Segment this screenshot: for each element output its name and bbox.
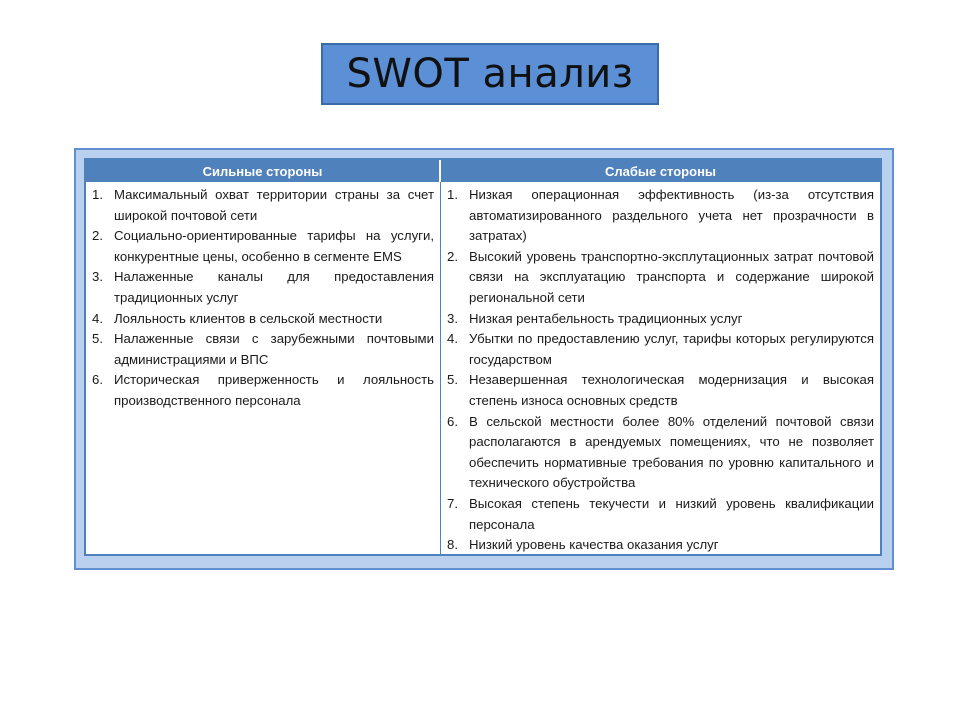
swot-table [84, 158, 882, 556]
weaknesses-cell [441, 182, 880, 556]
item-text: Незавершенная технологическая модернизация и высокая степень износа основных средств [469, 372, 874, 408]
swot-table-frame [74, 148, 894, 570]
table-header-row [86, 160, 880, 182]
slide-title-box [321, 43, 659, 105]
weaknesses-header: Слабые стороны [604, 163, 717, 179]
item-number: 8. [447, 537, 458, 553]
item-number: 6. [92, 372, 103, 388]
list-item [92, 309, 434, 330]
list-item [447, 329, 874, 370]
list-item [447, 370, 874, 411]
item-number: 3. [92, 269, 103, 285]
strengths-cell [86, 182, 441, 556]
list-item [92, 226, 434, 267]
item-number: 6. [447, 413, 458, 429]
item-text: Высокая степень текучести и низкий уровень квалификации персонала [469, 495, 874, 532]
item-number: 4. [447, 331, 458, 347]
item-number: 3. [447, 310, 458, 326]
list-item [447, 412, 874, 494]
item-number: 1. [447, 187, 458, 202]
table-body-row [86, 182, 880, 556]
item-number: 1. [92, 187, 103, 202]
list-item [447, 185, 874, 247]
item-text: В сельской местности более 80% отделений почтовой связи располагаются в арендуемых помещениях, что не позволяет обеспечить нормативные требования по уровню капитального и технического обустройства [469, 413, 874, 491]
item-text: Историческая приверженность и лояльность производственного персонала [114, 372, 434, 408]
item-text: Низкая рентабельность традиционных услуг [469, 310, 743, 326]
list-item [447, 247, 874, 309]
list-item [92, 370, 434, 411]
item-number: 4. [92, 310, 103, 326]
item-text: Налаженные каналы для предоставления традиционных услуг [114, 269, 434, 305]
item-text: Низкая операционная эффективность (из-за отсутствия автоматизированного раздельного учета нет прозрачности в затратах) [469, 187, 874, 244]
item-number: 2. [447, 248, 458, 264]
list-item [447, 309, 874, 330]
list-item [92, 185, 434, 226]
list-item [92, 267, 434, 308]
item-text: Высокий уровень транспортно-эксплутационных затрат почтовой связи на эксплуатацию транспорта и содержание широкой региональной сети [469, 248, 874, 305]
list-item [92, 329, 434, 370]
item-text: Социально-ориентированные тарифы на услуги, конкурентные цены, особенно в сегменте EMS [114, 228, 434, 264]
item-number: 7. [447, 495, 458, 511]
weaknesses-list [447, 185, 874, 556]
strengths-header: Сильные стороны [86, 160, 441, 182]
list-item [447, 535, 874, 556]
list-item [447, 494, 874, 535]
item-text: Максимальный охват территории страны за счет широкой почтовой сети [114, 187, 434, 223]
slide-title: SWOT анализ [346, 51, 634, 97]
item-number: 5. [447, 372, 458, 388]
item-number: 2. [92, 228, 103, 244]
item-text: Лояльность клиентов в сельской местности [114, 310, 383, 326]
strengths-list [92, 185, 434, 412]
item-text: Низкий уровень качества оказания услуг [469, 537, 719, 553]
item-text: Убытки по предоставлению услуг, тарифы которых регулируются государством [469, 331, 874, 367]
item-number: 5. [92, 331, 103, 347]
item-text: Налаженные связи с зарубежными почтовыми администрациями и ВПС [114, 331, 434, 367]
